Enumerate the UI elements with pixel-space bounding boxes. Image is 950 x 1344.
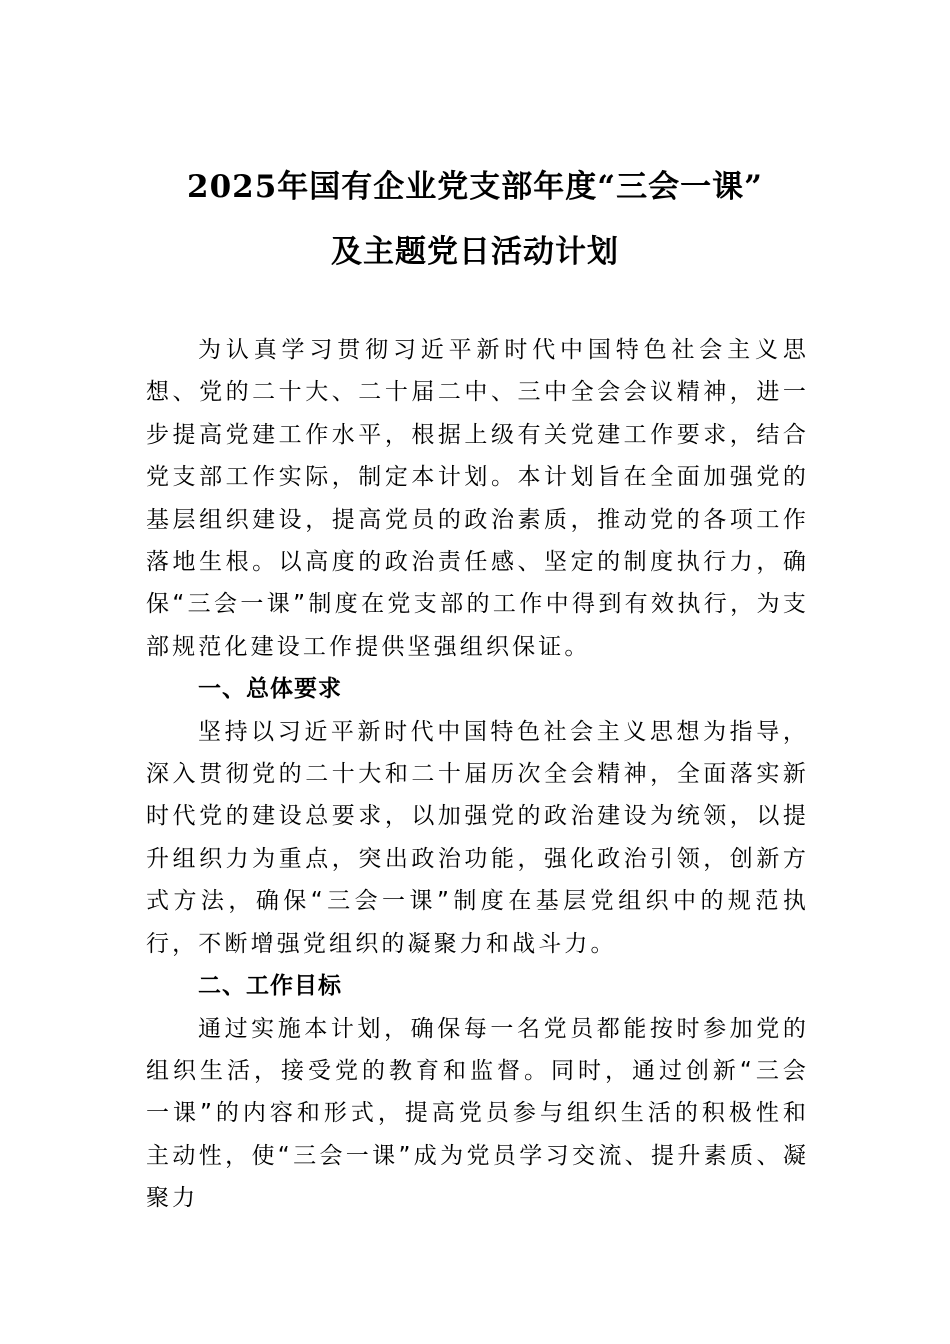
- section-paragraph-overall-requirements: 坚持以习近平新时代中国特色社会主义思想为指导，深入贯彻党的二十大和二十届历次全会精神，全面落实新时代党的建设总要求，以加强党的政治建设为统领，以提升组织力为重点，突出政治功能，强化政治引领，创新方式方法，确保“三会一课”制度在基层党组织中的规范执行，不断增强党组织的凝聚力和战斗力。: [146, 718, 809, 957]
- document-body: [146, 329, 809, 1220]
- section-paragraph-work-goals: 通过实施本计划，确保每一名党员都能按时参加党的组织生活，接受党的教育和监督。同时，通过创新“三会一课”的内容和形式，提高党员参与组织生活的积极性和主动性，使“三会一课”成为党员学习交流、提升素质、凝聚力: [146, 1015, 809, 1212]
- section-heading-work-goals: 二、工作目标: [198, 973, 342, 1000]
- document-title-line-1: 2025年国有企业党支部年度“三会一课”: [187, 169, 763, 205]
- document-title-line-2: 及主题党日活动计划: [331, 234, 619, 270]
- section-heading-overall-requirements: 一、总体要求: [198, 676, 342, 703]
- intro-paragraph: 为认真学习贯彻习近平新时代中国特色社会主义思想、党的二十大、二十届二中、三中全会会议精神，进一步提高党建工作水平，根据上级有关党建工作要求，结合党支部工作实际，制定本计划。本计划旨在全面加强党的基层组织建设，提高党员的政治素质，推动党的各项工作落地生根。以高度的政治责任感、坚定的制度执行力，确保“三会一课”制度在党支部的工作中得到有效执行，为支部规范化建设工作提供坚强组织保证。: [146, 337, 809, 660]
